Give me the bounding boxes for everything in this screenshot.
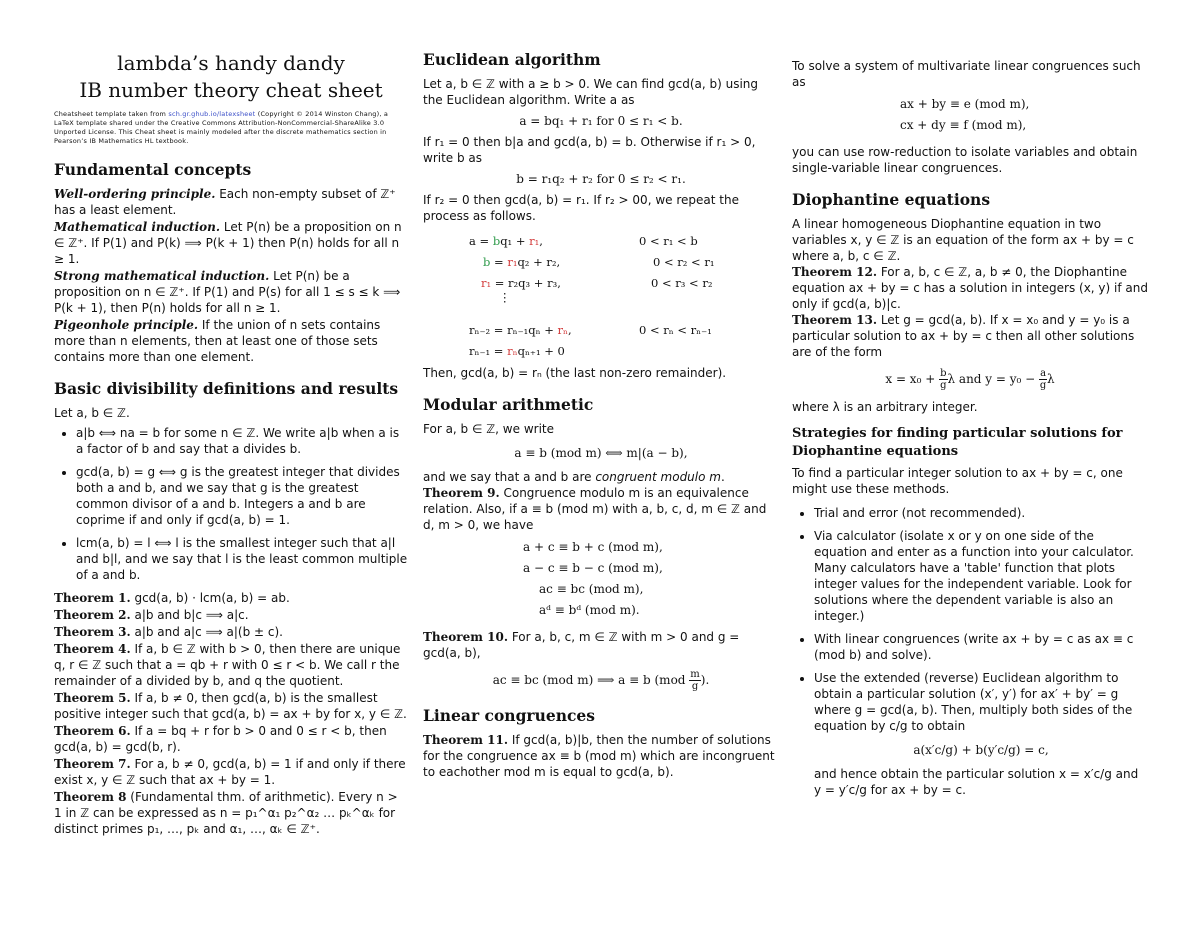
theorem-9-equations [523,539,779,623]
list-item: • gcd(a, b) = g ⟺ g is the greatest integer that divides both a and b, and we say that g is the greatest common divisor of a and b. Integers a and b are coprime if and only if gcd(a, b) = 1. [76,464,408,528]
euclid-row-condition: 0 < rₙ < rₙ₋₁ [639,322,712,337]
mod-definition: a ≡ b (mod m) ⟺ m|(a − b), [514,446,688,460]
euclid-conclusion: Then, gcd(a, b) = rₙ (the last non-zero remainder). [423,366,727,380]
denominator: g [691,681,699,692]
system-intro: To solve a system of multivariate linear congruences such as [792,59,1141,89]
euclid-row-2 [469,251,779,272]
euclid-row-condition: 0 < r₁ < b [639,233,698,248]
euclid-row-equation [469,343,639,359]
theorem-text: For a, b ≠ 0, gcd(a, b) = 1 if and only if there exist x, y ∈ ℤ such that ax + by = 1. [54,757,406,787]
row-text: = r₂q₃ + r₃, [491,275,561,290]
extended-euclid-text: Use the extended (reverse) Euclidean algorithm to obtain a particular solution (x′, y′) for ax′ + by′ = g where g = gcd(a, b). Then, multiply both sides of the equation by c/g to obtain [814,671,1133,733]
strong-induction-paragraph [54,268,408,316]
theorem-text: For a, b, c ∈ ℤ, a, b ≠ 0, the Diophantine equation ax + by = c has a solution in integers (x, y) if and only if gcd(a, b)|c. [792,265,1148,311]
congruent-term: congruent modulo m [595,470,721,484]
theorem-9 [423,485,779,533]
theorem-label: Theorem 13. [792,313,878,327]
theorem-12 [792,264,1148,312]
equation-text: λ [1047,372,1055,386]
theorem-8 [54,789,408,837]
theorem-label: Theorem 11. [423,733,509,747]
euclid-steps-table [469,230,779,361]
equation-line: a − c ≡ b − c (mod m), [523,561,663,575]
list-item: • a|b ⟺ na = b for some n ∈ ℤ. We write a|b when a is a factor of b and say that a divides b. [76,425,408,457]
theorem-13-equation [792,368,1148,391]
theorem-label: Theorem 2. [54,608,131,622]
column-3 [792,58,1148,805]
row-text: qₙ₊₁ + 0 [517,343,565,358]
euclid-step-3: If r₂ = 0 then gcd(a, b) = r₁. If r₂ > 00, we repeat the process as follows. [423,193,739,223]
theorem-label: Theorem 6. [54,724,131,738]
euclid-step-2: If r₁ = 0 then b|a and gcd(a, b) = b. Otherwise if r₁ > 0, write b as [423,135,756,165]
theorem-label: Theorem 8 [54,790,127,804]
theorem-text: Let g = gcd(a, b). If x = x₀ and y = y₀ is a particular solution to ax + by = c then all other solutions are of the form [792,313,1135,359]
row-red: r₁ [507,254,518,269]
list-item: • lcm(a, b) = l ⟺ l is the smallest integer such that a|l and b|l, and we say that l is the least common multiple of a and b. [76,535,408,583]
list-item: • With linear congruences (write ax + by = c as ax ≡ c (mod b) and solve). [814,631,1148,663]
euclid-equation-1: a = bq₁ + r₁ for 0 ≤ r₁ < b. [519,114,683,128]
heading-fundamental-concepts: Fundamental concepts [54,160,252,179]
theorem-label: Theorem 7. [54,757,131,771]
heading-euclidean-algorithm: Euclidean algorithm [423,50,601,69]
theorem-text: If a, b ∈ ℤ with b > 0, then there are unique q, r ∈ ℤ such that a = qb + r with 0 ≤ r < b. We call r the remainder of a divided by b, and q the quotient. [54,642,401,688]
equation-line: aᵈ ≡ bᵈ (mod m). [539,603,640,617]
equation-line: ax + by ≡ e (mod m), [900,97,1030,111]
vertical-dots: ⋮ [499,290,511,304]
theorem-text: Congruence modulo m is an equivalence relation. Also, if a ≡ b (mod m) with a, b, c, d, m ∈ ℤ and d, m > 0, we have [423,486,767,532]
theorem-10-equation [423,669,779,692]
column-1 [54,50,408,838]
equation-text: ). [700,673,710,687]
strategies-list [792,505,1148,798]
theorem-label: Theorem 12. [792,265,878,279]
euclid-intro: Let a, b ∈ ℤ with a ≥ b > 0. We can find gcd(a, b) using the Euclidean algorithm. Write a as [423,77,759,107]
credits-post: (Copyright © 2014 Winston Chang), a LaTeX template shared under the Creative Commons Attribution-NonCommercial-ShareAlike 3.0 Unported License. This Cheat sheet is mainly modeled after the discrete mathematics section in Pearson’s IB Mathematics HL textbook. [54,110,389,145]
equation-line: cx + dy ≡ f (mod m), [900,118,1027,132]
well-ordering-paragraph [54,186,408,218]
numerator: b [940,368,947,379]
fraction [689,669,700,692]
let-ab-text: Let a, b ∈ ℤ. [54,406,130,420]
credits-pre: Cheatsheet template taken from [54,110,169,118]
credits-text [54,110,408,146]
euclid-row-equation [469,254,653,270]
theorem-6 [54,723,408,755]
row-green: b [492,233,501,248]
theorem-7 [54,756,408,788]
list-item: • Via calculator (isolate x or y on one side of the equation and enter as a function into your calculator. Many calculators have a 'table' function that plots integer values for the independent variable. Look for solutions where the dependent variable is also an integer.) [814,528,1148,624]
theorem-5 [54,690,408,722]
theorem-label: Theorem 4. [54,642,131,656]
pigeonhole-term: Pigeonhole principle. [54,318,199,332]
row-red: r₁ [529,233,540,248]
equation-line: ac ≡ bc (mod m), [539,582,644,596]
theorem-label: Theorem 1. [54,591,131,605]
theorem-4 [54,641,408,689]
fraction [1039,368,1047,391]
heading-modular-arithmetic: Modular arithmetic [423,395,594,414]
theorem-1 [54,590,408,606]
strong-induction-term: Strong mathematical induction. [54,269,270,283]
list-item: • Trial and error (not recommended). [814,505,1148,521]
theorem-text: a|b and a|c ⟹ a|(b ± c). [130,625,283,639]
denominator: g [1039,380,1047,391]
theorem-text: If a, b ≠ 0, then gcd(a, b) is the smallest positive integer such that gcd(a, b) = ax + by for x, y ∈ ℤ. [54,691,407,721]
equation-text: x = x₀ + [885,372,936,386]
equation-text: ac ≡ bc (mod m) ⟹ a ≡ b (mod [492,673,690,687]
theorem-2 [54,607,408,623]
theorem-text: For a, b, c, m ∈ ℤ with m > 0 and g = gcd(a, b), [423,630,740,660]
euclid-row-n2 [469,319,779,340]
row-red: rₙ [557,322,569,337]
column-2 [423,50,779,780]
row-text: = [490,254,508,269]
strong-induction-text: Let P(n) be a proposition on n ∈ ℤ⁺. If P(1) and P(s) for all 1 ≤ s ≤ k ⟹ P(k + 1), then P(n) holds for all n ≥ 1. [54,269,401,315]
heading-diophantine: Diophantine equations [792,190,991,209]
text-span: . [720,470,725,484]
theorem-10 [423,629,779,661]
denominator: g [940,380,947,391]
induction-paragraph [54,219,408,267]
numerator: m [690,669,700,680]
theorem-label: Theorem 5. [54,691,131,705]
theorem-text: If a = bq + r for b > 0 and 0 ≤ r < b, then gcd(a, b) = gcd(b, r). [54,724,387,754]
row-red: r₁ [481,275,492,290]
euclid-row-3 [469,272,779,293]
system-equations [900,96,1148,138]
template-link[interactable]: sch.gr.ghub.io/latexsheet [168,110,256,118]
row-text: q₁ + [500,233,530,248]
euclid-equation-2: b = r₁q₂ + r₂ for 0 ≤ r₂ < r₁. [516,172,686,186]
theorem-11 [423,732,779,780]
row-red: rₙ [507,343,518,358]
row-text: rₙ₋₁ = [469,343,508,358]
theorem-text: a|b and b|c ⟹ a|c. [130,608,249,622]
theorem-text: (Fundamental thm. of arithmetic). Every n > 1 in ℤ can be expressed as n = p₁^α₁ p₂^α₂ … pₖ^αₖ for distinct primes p₁, …, pₖ and α₁, …, αₖ ∈ ℤ⁺. [54,790,398,836]
fraction [939,368,947,391]
lambda-note: where λ is an arbitrary integer. [792,400,978,414]
theorem-label: Theorem 3. [54,625,131,639]
euclid-row-equation [469,233,639,249]
system-row-reduction: you can use row-reduction to isolate variables and obtain single-variable linear congruences. [792,145,1138,175]
row-text: q₂ + r₂, [517,254,561,269]
induction-text: Let P(n) be a proposition on n ∈ ℤ⁺. If P(1) and P(k) ⟹ P(k + 1) then P(n) holds for all n ≥ 1. [54,220,402,266]
euclid-row-equation [469,322,639,338]
theorem-text: If gcd(a, b)|b, then the number of solutions for the congruence ax ≡ b (mod m) which are incongruent to eachother mod m is equal to gcd(a, b). [423,733,775,779]
heading-linear-congruences: Linear congruences [423,706,595,725]
theorem-13 [792,312,1148,360]
row-text: rₙ₋₂ = rₙ₋₁qₙ + [469,322,558,337]
title-line-2: IB number theory cheat sheet [79,78,383,102]
strategies-intro: To find a particular integer solution to ax + by = c, one might use these methods. [792,466,1123,496]
diophantine-definition: A linear homogeneous Diophantine equation in two variables x, y ∈ ℤ is an equation of the form ax + by = c where a, b, c ∈ ℤ. [792,217,1134,263]
mod-intro: For a, b ∈ ℤ, we write [423,422,554,436]
theorem-label: Theorem 10. [423,630,509,644]
extended-euclid-conclusion: and hence obtain the particular solution x = x′c/g and y = y′c/g for ax + by = c. [814,767,1139,797]
pigeonhole-text: If the union of n sets contains more than n elements, then at least one of those sets contains more than one element. [54,318,381,364]
row-text: , [568,322,572,337]
heading-divisibility: Basic divisibility definitions and results [54,379,399,398]
divisibility-list [54,425,408,583]
pigeonhole-paragraph [54,317,408,365]
list-item [814,670,1148,798]
heading-strategies: Strategies for finding particular solutions for Diophantine equations [792,426,1123,459]
euclid-row-1 [469,230,779,251]
euclid-row-condition: 0 < r₂ < r₁ [653,254,715,269]
row-text: a = [469,233,493,248]
theorem-text: gcd(a, b) · lcm(a, b) = ab. [130,591,290,605]
title-line-1: lambda’s handy dandy [117,51,345,75]
theorem-3 [54,624,408,640]
mod-congruent-paragraph [423,469,779,485]
equation-text: λ and y = y₀ − [947,372,1036,386]
equation-line: a + c ≡ b + c (mod m), [523,540,663,554]
euclid-row-n1 [469,340,779,361]
extended-euclid-equation: a(x′c/g) + b(y′c/g) = c, [913,743,1049,757]
numerator: a [1040,368,1047,379]
well-ordering-term: Well-ordering principle. [54,187,216,201]
euclid-row-equation [469,275,651,291]
theorem-label: Theorem 9. [423,486,500,500]
induction-term: Mathematical induction. [54,220,221,234]
text-span: and we say that a and b are [423,470,596,484]
well-ordering-text: Each non-empty subset of ℤ⁺ has a least element. [54,187,396,217]
row-green: b [483,254,491,269]
euclid-row-condition: 0 < r₃ < r₂ [651,275,713,290]
row-text: , [539,233,543,248]
